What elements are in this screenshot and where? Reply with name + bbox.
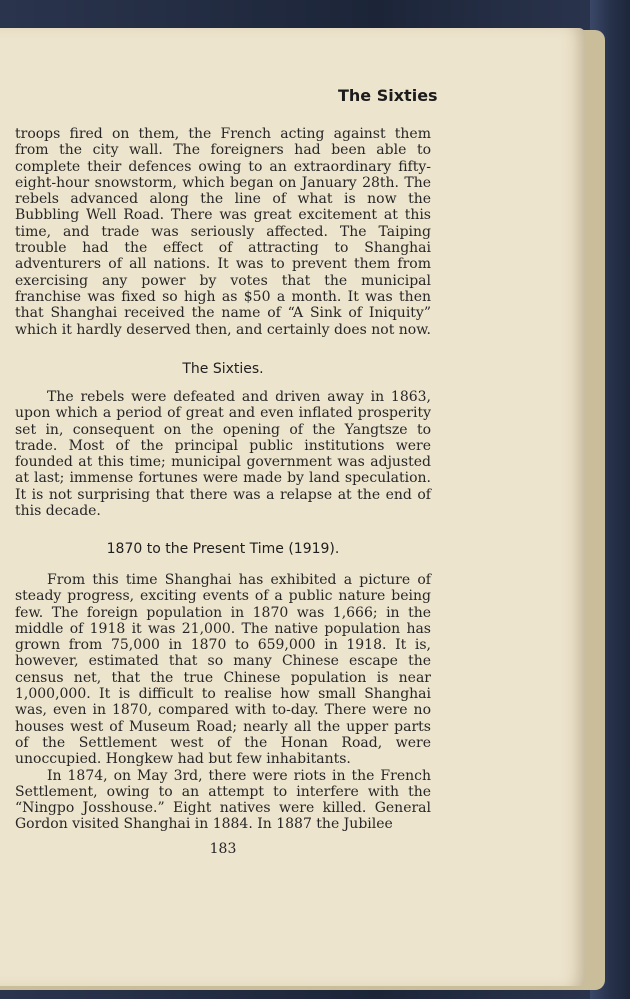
sixties-paragraph: The rebels were defeated and driven away in 1863, upon which a period of great and even inflated prosperity set in, consequent on the opening of the Yangtsze to trade. Most of the principal public institutions were founded at this time; municipal government was adjusted at last; immense fortunes were made by land speculation. It is not surprising that there was a relapse at the end of this decade. <box>15 389 431 520</box>
present-paragraph-2: In 1874, on May 3rd, there were riots in the French Settlement, owing to an attempt to interfere with the “Ningpo Josshouse.” Eight natives were killed. General Gordon visited Shanghai in 1884. In 1887 the Jubilee <box>15 767 431 833</box>
present-paragraph-1: From this time Shanghai has exhibited a picture of steady progress, exciting events of a public nature being few. The foreign population in 1870 was 1,666; in the middle of 1918 it was 21,000. The native population has grown from 75,000 in 1870 to 659,000 in 1918. It is, however, estimated that so many Chinese escape the census net, that the true Chinese population is near 1,000,000. It is difficult to realise how small Shanghai was, even in 1870, compared with to-day. There were no houses west of Museum Road; nearly all the upper parts of the Settlement west of the Honan Road, were unoccupied. Hongkew had but few inhabitants. <box>15 572 431 768</box>
section-heading-present-time: 1870 to the Present Time (1919). <box>106 541 340 557</box>
intro-text-block <box>15 126 431 338</box>
present-time-text-block <box>15 572 431 833</box>
section-heading-sixties: The Sixties. <box>182 361 264 377</box>
running-head: The Sixties <box>338 86 438 105</box>
intro-paragraph: troops fired on them, the French acting against them from the city wall. The foreigners had been able to complete their defences owing to an extraordinary fifty-eight-hour snowstorm, which began on January 28th. The rebels advanced along the line of what is now the Bubbling Well Road. There was great excitement at this time, and trade was seriously affected. The Taiping trouble had the effect of attracting to Shanghai adventurers of all nations. It was to prevent them from exercising any power by votes that the municipal franchise was fixed so high as $50 a month. It was then that Shanghai received the name of “A Sink of Iniquity” which it hardly deserved then, and certainly does not now. <box>15 126 432 338</box>
sixties-text-block <box>15 389 431 519</box>
page-number: 183 <box>209 841 237 857</box>
